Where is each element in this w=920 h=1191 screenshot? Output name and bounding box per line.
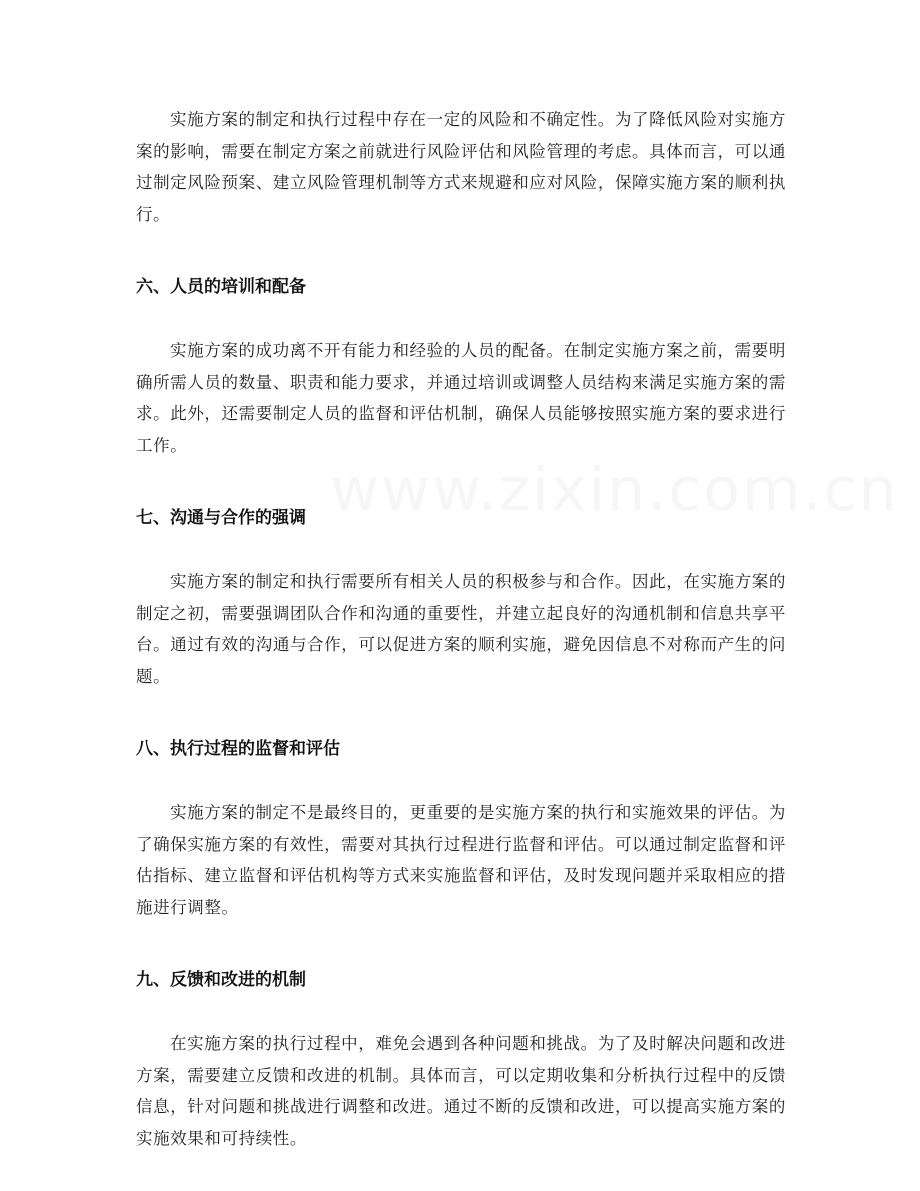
section-paragraph: 实施方案的制定不是最终目的，更重要的是实施方案的执行和实施效果的评估。为了确保实施方案的有效性，需要对其执行过程进行监督和评估。可以通过制定监督和评估指标、建立监督和评估机构等方式来实施监督和评估，及时发现问题并采取相应的措施进行调整。 (136, 803, 786, 917)
intro-paragraph: 实施方案的制定和执行过程中存在一定的风险和不确定性。为了降低风险对实施方案的影响，需要在制定方案之前就进行风险评估和风险管理的考虑。具体而言，可以通过制定风险预案、建立风险管理机制等方式来规避和应对风险，保障实施方案的顺利执行。 (136, 110, 786, 224)
section-heading: 八、执行过程的监督和评估 (136, 739, 340, 759)
section-8 (136, 734, 786, 923)
section-paragraph: 实施方案的成功离不开有能力和经验的人员的配备。在制定实施方案之前，需要明确所需人员的数量、职责和能力要求，并通过培训或调整人员结构来满足实施方案的需求。此外，还需要制定人员的监督和评估机制，确保人员能够按照实施方案的要求进行工作。 (136, 341, 786, 455)
section-7 (136, 503, 786, 692)
section-paragraph: 在实施方案的执行过程中，难免会遇到各种问题和挑战。为了及时解决问题和改进方案，需要建立反馈和改进的机制。具体而言，可以定期收集和分析执行过程中的反馈信息，针对问题和挑战进行调整和改进。通过不断的反馈和改进，可以提高实施方案的实施效果和可持续性。 (136, 1034, 786, 1148)
section-heading: 七、沟通与合作的强调 (136, 508, 306, 528)
section-paragraph: 实施方案的制定和执行需要所有相关人员的积极参与和合作。因此，在实施方案的制定之初，需要强调团队合作和沟通的重要性，并建立起良好的沟通机制和信息共享平台。通过有效的沟通与合作，可以促进方案的顺利实施，避免因信息不对称而产生的问题。 (136, 572, 786, 686)
section-heading: 六、人员的培训和配备 (136, 277, 306, 297)
section-6 (136, 272, 786, 461)
section-heading: 九、反馈和改进的机制 (136, 970, 306, 990)
section-9 (136, 965, 786, 1154)
document-body (136, 104, 786, 1154)
